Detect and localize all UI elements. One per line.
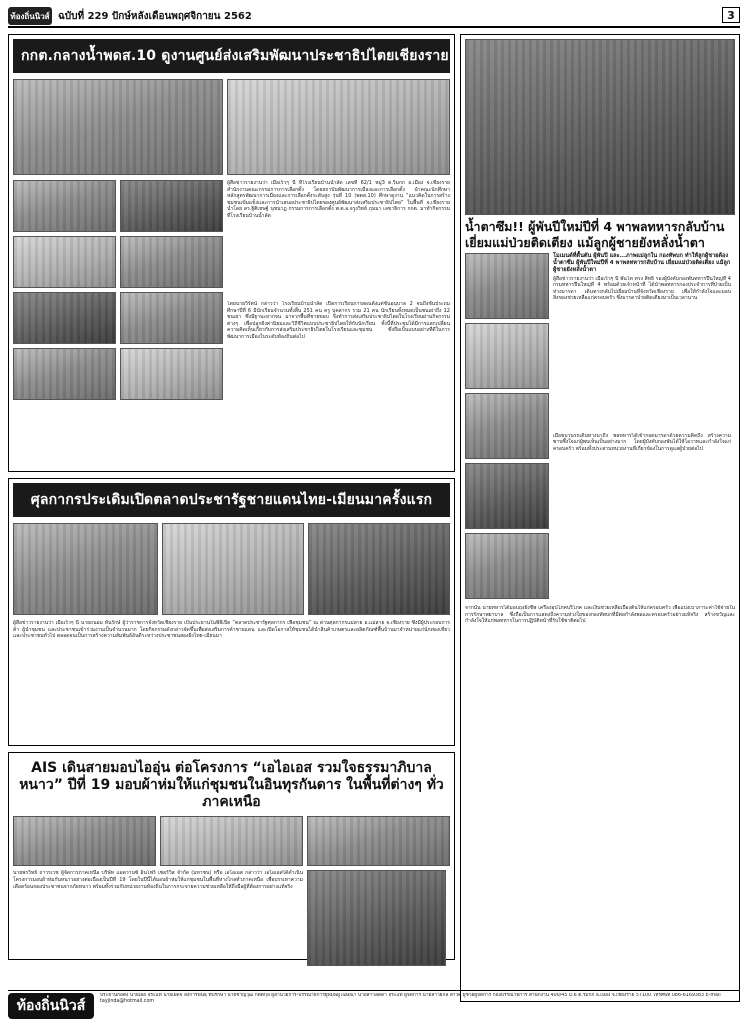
masthead xyxy=(8,6,740,28)
story4-text-column xyxy=(553,253,731,599)
classroom-photo-6 xyxy=(120,292,223,344)
story1-photo-pair-2 xyxy=(13,236,223,288)
story2-body: ผู้สื่อข่าวรายงานว่า เมื่อเร็วๆ นี้ นายถนอม ทันรักษ์ ผู้ว่าราชการจังหวัดเชียงราย เป็นประธานในพิธีเปิด “ตลาดประชารัฐศุลกากร เพื่อชุมชน” ณ ด่านศุลกากรแม่สาย อ.แม่สาย จ.เชียงราย ซึ่งมีผู้ประกอบการค้า ผู้นำชุมชน และประชาชนเข้าร่วมงานเป็นจำนวนมาก โดยกิจกรรมดังกล่าวจัดขึ้นเพื่อส่งเสริมการค้าชายแดน และเปิดโอกาสให้ชุมชนได้นำสินค้าเกษตรและผลิตภัณฑ์พื้นบ้านมาจำหน่ายแก่นักท่องเที่ยวและประชาชนทั่วไป ตลอดจนเป็นการสร้างความสัมพันธ์อันดีระหว่างประชาชนสองฝั่งไทย-เมียนมา xyxy=(13,620,450,640)
story1-body-row xyxy=(13,180,450,411)
story1-photo-pair-1 xyxy=(13,180,223,232)
story1-photo-pair-3 xyxy=(13,292,223,344)
footer-logo: ท้องถิ่นนิวส์ xyxy=(8,993,94,1019)
group-photo-2 xyxy=(227,79,450,175)
story3-headline: AIS เดินสายมอบไออุ่น ต่อโครงการ “เอไอเอส รวมใจธรรมาภิบาลหนาว” ปีที่ 19 มอบผ้าห่มให้แก่ชุมชนในอินทุรกันดาร ในพื้นที่ต่างๆ ทั่วภาคเหนือ xyxy=(19,760,444,810)
ais-photo-1 xyxy=(13,816,156,866)
story1-intro: ผู้สื่อข่าวรายงานว่า เมื่อเร็วๆ นี้ ที่โรงเรียนบ้านน้ำลัด เลขที่ 62/1 หมู่3 ต.ริมกก อ.เมือง จ.เชียงราย สำนักงานคณะกรรมการการเลือกตั้ง โดยสถาบันพัฒนาการเมืองและการเลือกตั้ง นำคณะนักศึกษาหลักสูตรพัฒนาการเมืองและการเลือกตั้งระดับสูง รุ่นที่ 10 (พตส.10) ศึกษาดูงาน “แนวคิดในการสร้างชุมชนเข้มแข็งและการนำเสนอประชาธิปไตยของศูนย์พัฒนาส่งเสริมประชาธิปไตย” ในพื้นที่ จ.เชียงราย นำโดย ดร.ฐิติเชษฐ์ นุชนาฏ กรรมการการเลือกตั้ง พ.ต.อ.จรูงวิทย์ ภุมมา เลขาธิการ กกต. มาทำกิจกรรมที่โรงเรียนบ้านน้ำลัด xyxy=(227,180,450,219)
right-column xyxy=(460,34,740,1002)
story1-body: โดยนายวิรัตน์ กล่าวว่า โรงเรียนบ้านน้ำลัด เปิดการเรียนการสอนตั้งแต่ชั้นอนุบาล 2 จนถึงชั้นประถมศึกษาปีที่ 6 มีนักเรียนจำนวนทั้งสิ้น 251 คน ครู บุคลากร รวม 21 คน นักเรียนทั้งหมดเป็นชนเผ่าถึง 12 ชนเผ่า ซึ่งมีฐานะยากจน มาจากพื้นที่ชายขอบ จึงทำการส่งเสริมประชาธิปไตยในโรงเรียนผ่านกิจกรรมต่างๆ เพื่อปลูกฝังค่านิยมและวิถีชีวิตแบบประชาธิปไตยให้กับนักเรียน ทั้งนี้ที่ประชุมได้มีการแลกเปลี่ยนความคิดเห็นเกี่ยวกับการส่งเสริมประชาธิปไตยในโรงเรียนและชุมชน ซึ่งถือเป็นแบบอย่างที่ดีในการพัฒนาการเมืองในระดับท้องถิ่นต่อไป xyxy=(227,301,450,340)
page-number: 3 xyxy=(722,7,740,23)
story3-body: นายพรวิทย์ ถาวรเวช ผู้จัดการภาคเหนือ บริษัท แอดวานซ์ อินโฟร์ เซอร์วิส จำกัด (มหาชน) หรือ เอไอเอส กล่าวว่า เอไอเอสได้ดำเนินโครงการมอบผ้าห่มกันหนาวอย่างต่อเนื่องเป็นปีที่ 19 โดยในปีนี้ได้มอบผ้าห่มให้แก่ชุมชนในพื้นที่ห่างไกลทั่วภาคเหนือ เพื่อบรรเทาความเดือดร้อนของประชาชนจากภัยหนาว พร้อมทั้งร่วมกับหน่วยงานท้องถิ่นในการกระจายความช่วยเหลือให้ถึงมือผู้ที่ต้องการอย่างแท้จริง xyxy=(13,870,303,890)
story3-photo-row-1 xyxy=(13,816,450,866)
classroom-photo-1 xyxy=(13,180,116,232)
story3-body-row xyxy=(13,870,450,966)
classroom-photo-4 xyxy=(120,236,223,288)
story2-headline: ศุลกากรประเดิมเปิดตลาดประชารัฐชายแดนไทย-เมียนมาครั้งแรก xyxy=(13,483,450,517)
ais-photo-3 xyxy=(307,816,450,866)
classroom-photo-5 xyxy=(13,292,116,344)
visit-photo-1 xyxy=(465,253,549,319)
ais-photo-2 xyxy=(160,816,303,866)
classroom-photo-3 xyxy=(13,236,116,288)
story1-photo-row xyxy=(13,79,450,175)
market-photo-1 xyxy=(13,523,158,615)
market-photo-3 xyxy=(308,523,450,615)
story4-headline: น้ำตาซึม!! ผู้พันปีใหม่ปีที่ 4 พาพลทหารกลับบ้าน เยี่ยมแม่ป่วยติดเตียง แม้ลูกผู้ชายยังหลั่งน้ำตา xyxy=(465,219,725,250)
story1-photo-pair-4 xyxy=(13,348,223,400)
story4-lead: โมเมนต์ที่ตื้นตัน ผู้พันปี และ...ภาพแม่ลูกใน กองทัพบก ทำให้ลูกผู้ชายต้องน้ำตาซึม ผู้พันปีใหม่ปีที่ 4 พาพลทหารกลับบ้าน เยี่ยมแม่ป่วยติดเตียง แม้ลูกผู้ชายยังหลั่งน้ำตา xyxy=(553,253,731,273)
classroom-photo-7 xyxy=(13,348,116,400)
story4-body3: จากนั้น นายทหารได้มอบถุงยังชีพ เครื่องอุปโภคบริโภค และเงินช่วยเหลือเบื้องต้นให้แก่ครอบครัว เพื่อแบ่งเบาภาระค่าใช้จ่ายในการรักษาพยาบาล ซึ่งถือเป็นการแสดงถึงความห่วงใยของกองทัพบกที่มีต่อกำลังพลและครอบครัวอย่างแท้จริง สร้างขวัญและกำลังใจให้แก่พลทหารในการปฏิบัติหน้าที่รับใช้ชาติต่อไป xyxy=(465,605,735,625)
issue-line: ฉบับที่ 229 ปักษ์หลังเดือนพฤศจิกายน 2562 xyxy=(58,10,252,22)
story-election-commission xyxy=(8,34,455,472)
soldier-embrace-photo xyxy=(465,39,735,215)
footer xyxy=(8,990,740,1020)
visit-photo-5 xyxy=(465,533,549,599)
story4-body2: เมื่อขบวนรถเดินทางมาถึง พลทหารได้เข้ากอดมารดาด้วยความคิดถึง สร้างความซาบซึ้งใจแก่ผู้พบเห็นเป็นอย่างมาก โดยผู้บังคับกองพันได้ให้โอวาทและกำลังใจแก่ครอบครัว พร้อมทั้งประสานหน่วยงานที่เกี่ยวข้องในการดูแลผู้ป่วยต่อไป xyxy=(553,432,731,452)
story-customs-market xyxy=(8,478,455,746)
visit-photo-3 xyxy=(465,393,549,459)
visit-photo-2 xyxy=(465,323,549,389)
ais-photo-4 xyxy=(307,870,446,966)
newspaper-logo: ท้องถิ่นนิวส์ xyxy=(8,7,52,25)
story2-photo-row xyxy=(13,523,450,615)
story4-photo-stack xyxy=(465,253,549,599)
group-photo-1 xyxy=(13,79,223,175)
story1-text-column xyxy=(227,180,450,411)
story-ais-blankets xyxy=(8,752,455,960)
visit-photo-4 xyxy=(465,463,549,529)
footer-credits: ประธานก่อตั้ง นายเอื้อ จิระแท นายเผด็จ ลังการ์พินธุ์ ที่ปรึกษา นายชาญวุฒิ กิตติกุล ผู้อำนวยการ-บรรณาธิการผู้พิมพ์ผู้โฆษณา นายสาวลัดดา จิระแท ผู้จัดการ นายสาวยกล สาวดี ผู้ช่วยผู้จัดการ กองบรรณาธิการ สำนักงาน 400/45 ม.6 ต.ริมกก อ.เมือง จ.เชียงราย 57100 โทรศัพท์ 086-6169383 E-mail tayjinda@hotmail.com xyxy=(100,992,721,1004)
story4-body1: ผู้สื่อข่าวรายงานว่า เมื่อเร็วๆ นี้ พันโท ทรง สิทธิ์ รองผู้บังคับกองพันทหารปืนใหญ่ที่ 4 กรมทหารปืนใหญ่ที่ 4 พร้อมด้วยเจ้าหน้าที่ ได้นำพลทหารกองประจำการที่ป่วยเป็นห่วงมารดา เดินทางกลับไปเยี่ยมบ้านที่จังหวัดเชียงราย เพื่อให้กำลังใจและมอบสิ่งของช่วยเหลือแก่ครอบครัว ซึ่งมารดาป่วยติดเตียงมาเป็นเวลานาน xyxy=(553,275,731,302)
story1-headline: กกต.กลางน้ำพดส.10 ดูงานศูนย์ส่งเสริมพัฒนาประชาธิปไตยเชียงราย xyxy=(13,39,450,73)
classroom-photo-8 xyxy=(120,348,223,400)
story1-photo-stack xyxy=(13,180,223,411)
story-soldier-mother xyxy=(460,34,740,1002)
story4-body-row xyxy=(465,253,735,599)
classroom-photo-2 xyxy=(120,180,223,232)
left-column xyxy=(8,34,455,960)
market-photo-2 xyxy=(162,523,304,615)
